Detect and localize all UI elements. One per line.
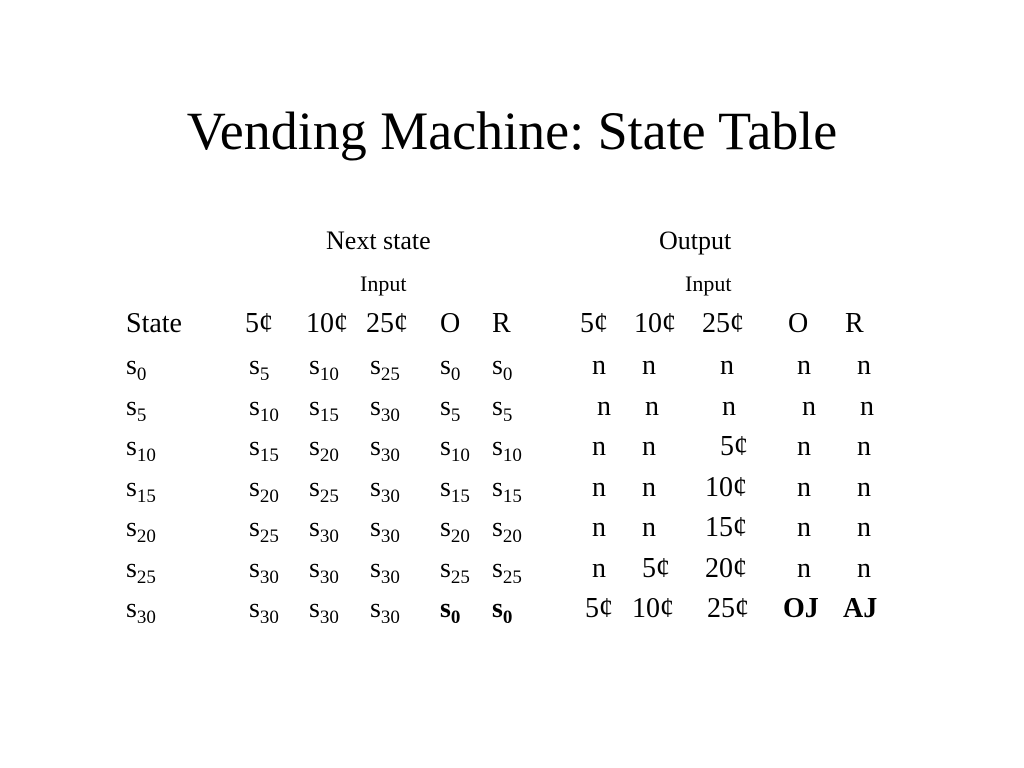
next-state-cell-subscript: 5: [259, 364, 270, 385]
output-cell: n: [592, 350, 606, 381]
next-state-cell-base: s: [370, 471, 381, 503]
next-state-cell: [249, 593, 279, 628]
state-cell: [126, 350, 147, 385]
state-cell-subscript: 15: [136, 485, 156, 507]
next-state-cell-subscript: 30: [380, 607, 400, 628]
next-state-cell-base: s: [249, 471, 260, 503]
next-state-cell-subscript: 25: [502, 566, 522, 588]
next-col-header-5c: 5¢: [245, 308, 273, 339]
next-state-cell-base: s: [440, 552, 451, 584]
output-cell: 5¢: [642, 552, 670, 584]
next-col-header-r: R: [492, 308, 511, 339]
output-cell: OJ: [783, 593, 819, 624]
next-state-cell-subscript: 30: [380, 404, 400, 426]
next-state-cell-subscript: 0: [450, 364, 461, 385]
next-state-cell-subscript: 30: [319, 526, 339, 547]
out-col-header-o: O: [788, 308, 809, 339]
output-cell: 25¢: [707, 593, 749, 624]
output-cell: 5¢: [720, 431, 748, 462]
next-state-cell-subscript: 15: [450, 485, 470, 507]
state-cell-base: s: [126, 512, 137, 543]
next-state-cell: [309, 350, 339, 385]
next-state-cell: [309, 431, 339, 466]
next-state-cell-subscript: 30: [259, 607, 279, 628]
next-state-cell-subscript: 10: [259, 404, 279, 426]
state-cell-subscript: 25: [136, 566, 156, 588]
out-col-header-25c: 25¢: [702, 308, 744, 339]
next-state-cell: [249, 350, 270, 385]
next-state-cell: [492, 350, 513, 385]
state-cell-base: s: [126, 593, 137, 624]
next-state-cell: [370, 471, 400, 507]
next-state-cell-base: s: [492, 552, 503, 584]
output-cell: n: [797, 350, 811, 381]
next-state-cell: [370, 512, 400, 547]
next-state-cell-subscript: 20: [259, 485, 279, 507]
state-cell-base: s: [126, 350, 137, 381]
next-state-cell: [309, 593, 339, 628]
next-state-cell-base: s: [440, 350, 451, 381]
state-cell-base: s: [126, 471, 137, 503]
next-state-cell: [440, 593, 461, 628]
next-state-cell-base: s: [309, 552, 320, 584]
output-cell: n: [797, 431, 811, 462]
state-cell: [126, 552, 156, 588]
next-state-cell: [440, 431, 470, 466]
output-input-subheader: Input: [685, 271, 732, 296]
next-col-header-25c: 25¢: [366, 308, 408, 339]
next-state-cell: [492, 471, 522, 507]
next-state-cell-base: s: [492, 350, 503, 381]
next-state-header: Next state: [326, 226, 431, 255]
next-state-cell-subscript: 30: [319, 566, 339, 588]
output-cell: n: [642, 350, 656, 381]
next-state-cell-base: s: [370, 390, 381, 422]
output-cell: n: [592, 431, 606, 462]
next-state-cell-subscript: 0: [502, 364, 513, 385]
next-state-cell-base: s: [370, 593, 381, 624]
output-cell: n: [797, 512, 811, 543]
next-state-cell-base: s: [309, 593, 320, 624]
next-state-cell: [370, 350, 400, 385]
next-state-cell-subscript: 20: [450, 526, 470, 547]
state-cell-subscript: 20: [136, 526, 156, 547]
next-col-header-o: O: [440, 308, 461, 339]
next-state-cell: [370, 431, 400, 466]
next-state-cell-subscript: 10: [450, 445, 470, 466]
output-cell: n: [642, 431, 656, 462]
next-state-cell-base: s: [440, 390, 451, 422]
output-cell: 20¢: [705, 552, 747, 584]
output-cell: n: [597, 390, 611, 422]
next-state-cell: [309, 390, 339, 426]
next-state-cell-subscript: 30: [380, 445, 400, 466]
state-cell: [126, 390, 147, 426]
next-state-cell: [440, 390, 461, 426]
next-state-cell-base: s: [440, 593, 451, 624]
out-col-header-10c: 10¢: [634, 308, 676, 339]
output-cell: n: [797, 471, 811, 503]
next-state-cell-subscript: 30: [380, 566, 400, 588]
output-cell: n: [860, 390, 874, 422]
next-state-cell-subscript: 25: [450, 566, 470, 588]
next-state-cell-subscript: 30: [380, 526, 400, 547]
state-cell-subscript: 5: [136, 404, 147, 426]
next-state-cell-base: s: [249, 350, 260, 381]
next-state-cell: [249, 512, 279, 547]
slide-title: Vending Machine: State Table: [186, 101, 838, 161]
next-state-cell: [370, 390, 400, 426]
output-cell: 5¢: [585, 593, 613, 624]
next-state-cell-base: s: [249, 431, 260, 462]
state-cell-subscript: 30: [136, 607, 156, 628]
next-state-cell: [440, 471, 470, 507]
output-cell: n: [857, 471, 871, 503]
next-state-cell-base: s: [249, 390, 260, 422]
output-cell: n: [797, 552, 811, 584]
next-state-cell-base: s: [492, 390, 503, 422]
next-state-cell-base: s: [309, 471, 320, 503]
state-cell-base: s: [126, 431, 137, 462]
next-state-cell-subscript: 5: [502, 404, 513, 426]
next-state-cell: [492, 390, 513, 426]
next-state-cell-base: s: [249, 512, 260, 543]
next-state-cell-subscript: 0: [502, 607, 513, 628]
next-state-cell: [440, 350, 461, 385]
output-cell: n: [592, 552, 606, 584]
state-column-header: State: [126, 308, 182, 339]
next-state-cell-base: s: [309, 390, 320, 422]
next-state-cell-subscript: 15: [259, 445, 279, 466]
next-state-cell-subscript: 25: [380, 364, 400, 385]
state-cell-base: s: [126, 390, 137, 422]
next-state-cell-base: s: [440, 471, 451, 503]
output-cell: n: [645, 390, 659, 422]
output-cell: n: [720, 350, 734, 381]
next-state-cell-subscript: 30: [259, 566, 279, 588]
state-cell: [126, 431, 156, 466]
next-state-cell-base: s: [492, 431, 503, 462]
next-state-cell-subscript: 10: [502, 445, 522, 466]
output-cell: n: [857, 350, 871, 381]
next-state-cell-subscript: 0: [450, 607, 461, 628]
output-cell: n: [642, 471, 656, 503]
output-cell: n: [857, 431, 871, 462]
next-state-cell: [370, 593, 400, 628]
next-state-cell-base: s: [370, 512, 381, 543]
next-state-cell-subscript: 20: [502, 526, 522, 547]
output-cell: 10¢: [705, 471, 747, 503]
state-cell: [126, 471, 156, 507]
state-cell: [126, 512, 156, 547]
output-cell: n: [857, 512, 871, 543]
next-state-cell-base: s: [370, 350, 381, 381]
next-state-cell: [370, 552, 400, 588]
next-state-cell: [309, 471, 339, 507]
next-state-cell: [492, 593, 513, 628]
out-col-header-5c: 5¢: [580, 308, 608, 339]
state-cell: [126, 593, 156, 628]
next-state-cell: [309, 512, 339, 547]
next-state-cell-subscript: 30: [380, 485, 400, 507]
output-header: Output: [659, 226, 732, 255]
next-state-cell-base: s: [440, 431, 451, 462]
output-cell: n: [592, 471, 606, 503]
next-state-cell-base: s: [492, 593, 503, 624]
next-state-cell: [249, 471, 279, 507]
next-state-cell: [249, 390, 279, 426]
out-col-header-r: R: [845, 308, 864, 339]
next-state-cell-subscript: 5: [450, 404, 461, 426]
next-state-cell-base: s: [309, 512, 320, 543]
state-cell-base: s: [126, 552, 137, 584]
output-cell: 10¢: [632, 593, 674, 624]
next-state-input-subheader: Input: [360, 271, 407, 296]
next-state-cell-subscript: 25: [259, 526, 279, 547]
next-state-cell-base: s: [309, 431, 320, 462]
output-cell: n: [802, 390, 816, 422]
next-state-cell-subscript: 15: [319, 404, 339, 426]
next-state-cell: [492, 552, 522, 588]
next-state-cell-base: s: [370, 552, 381, 584]
state-cell-subscript: 0: [136, 364, 147, 385]
next-col-header-10c: 10¢: [306, 308, 348, 339]
next-state-cell-base: s: [309, 350, 320, 381]
next-state-cell: [492, 512, 522, 547]
next-state-cell-subscript: 15: [502, 485, 522, 507]
next-state-cell-subscript: 20: [319, 445, 339, 466]
next-state-cell: [440, 512, 470, 547]
output-cell: AJ: [843, 593, 878, 624]
next-state-cell-subscript: 10: [319, 364, 339, 385]
next-state-cell: [309, 552, 339, 588]
output-cell: n: [722, 390, 736, 422]
output-cell: n: [592, 512, 606, 543]
output-cell: n: [642, 512, 656, 543]
next-state-cell: [249, 552, 279, 588]
state-cell-subscript: 10: [136, 445, 156, 466]
next-state-cell: [492, 431, 522, 466]
next-state-cell-base: s: [492, 512, 503, 543]
output-cell: 15¢: [705, 512, 747, 543]
next-state-cell-base: s: [440, 512, 451, 543]
next-state-cell-subscript: 30: [319, 607, 339, 628]
next-state-cell: [440, 552, 470, 588]
next-state-cell-base: s: [249, 593, 260, 624]
output-cell: n: [857, 552, 871, 584]
next-state-cell-subscript: 25: [319, 485, 339, 507]
next-state-cell-base: s: [249, 552, 260, 584]
next-state-cell: [249, 431, 279, 466]
next-state-cell-base: s: [492, 471, 503, 503]
next-state-cell-base: s: [370, 431, 381, 462]
